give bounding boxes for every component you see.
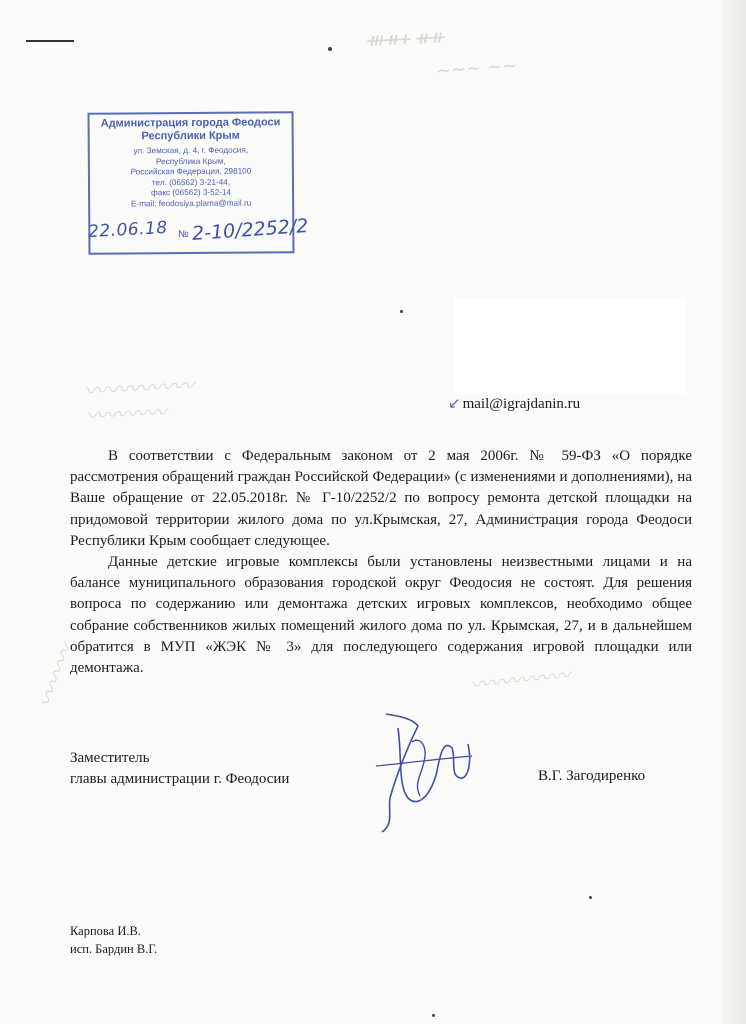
signatory-title-line2: главы администрации г. Феодосии <box>70 771 290 787</box>
signatory-name: В.Г. Загодиренко <box>538 768 646 784</box>
stamp-address-line1: ул. Земская, д. 4, г. Феодосия, <box>133 145 249 156</box>
redacted-recipient-block <box>454 298 686 394</box>
bleed-through-handwriting: ~~~ ~~ <box>435 55 518 82</box>
scan-speck <box>589 896 592 899</box>
footer-executors <box>70 922 157 958</box>
stamp-address-line2: Республика Крым, <box>155 156 226 166</box>
bleed-through-handwriting: 〰〰〰〰〰 <box>83 374 195 405</box>
bleed-through-handwriting: ᚒᚑᚐ ᚑᚑ <box>365 23 445 53</box>
recipient-email-row <box>448 394 580 413</box>
body-paragraph-1: В соответствии с Федеральным законом от 2 мая 2006г. № 59-ФЗ «О порядке рассмотрения обращений граждан Российской Федерации» (с изменениями и дополнениями), на Ваше обращение от 22.05.2018г. № Г-10/2252/2 по вопросу ремонта детской площадки на придомовой территории жилого дома по ул.Крымская, 27, Администрация города Феодоси Республики Крым сообщает следующее. <box>70 448 692 549</box>
stamp-org-line2: Республики Крым <box>141 129 240 143</box>
bleed-through-handwriting: 〰〰〰〰 <box>85 399 167 429</box>
stamp-address-line3: Российская Федерация, 298100 <box>130 166 252 177</box>
bleed-through-handwriting: 〰〰〰〰〰 <box>469 662 572 698</box>
registration-number: 2-10/2252/2 <box>191 214 310 246</box>
stamp-org-line1: Администрация города Феодоси <box>100 116 281 130</box>
bleed-through-handwriting: 〰〰〰 <box>33 640 80 712</box>
stamp-fax: факс (06562) 3-52-14 <box>151 188 232 198</box>
letter-body <box>70 446 692 679</box>
recipient-email: mail@igrajdanin.ru <box>462 396 581 412</box>
scan-mark <box>26 40 74 42</box>
footer-executor: исп. Бардин В.Г. <box>70 942 158 956</box>
body-paragraph-2: Данные детские игровые комплексы были установлены неизвестными лицами и на балансе муниципального образования городской округ Феодосия не состоят. Для решения вопроса по содержанию или демонтажа детских игровых комплексов, необходимо общее собрание собственников жилых помещений жилого дома по ул. Крымская, 27, и в дальнейшем обратится в МУП «ЖЭК № 3» для последующего содержания игровой площадки или демонтажа. <box>70 554 692 677</box>
signatory-title <box>70 748 289 790</box>
stamp-email: E-mail: feodosiya.plama@mail.ru <box>130 198 252 209</box>
scan-speck <box>328 47 332 51</box>
footer-author: Карпова И.В. <box>70 924 141 938</box>
scan-speck <box>400 310 403 313</box>
handwritten-check-mark-icon: ↙ <box>448 396 461 412</box>
registration-number-label: № <box>178 229 189 240</box>
registration-date: 22.06.18 <box>87 217 169 243</box>
handwritten-signature <box>368 706 478 836</box>
scan-speck <box>432 1014 435 1017</box>
signatory-title-line1: Заместитель <box>70 750 150 766</box>
page-edge-shadow <box>722 0 746 1024</box>
registration-line <box>86 214 346 249</box>
stamp-phone: тел. (06562) 3-21-44, <box>151 177 231 188</box>
